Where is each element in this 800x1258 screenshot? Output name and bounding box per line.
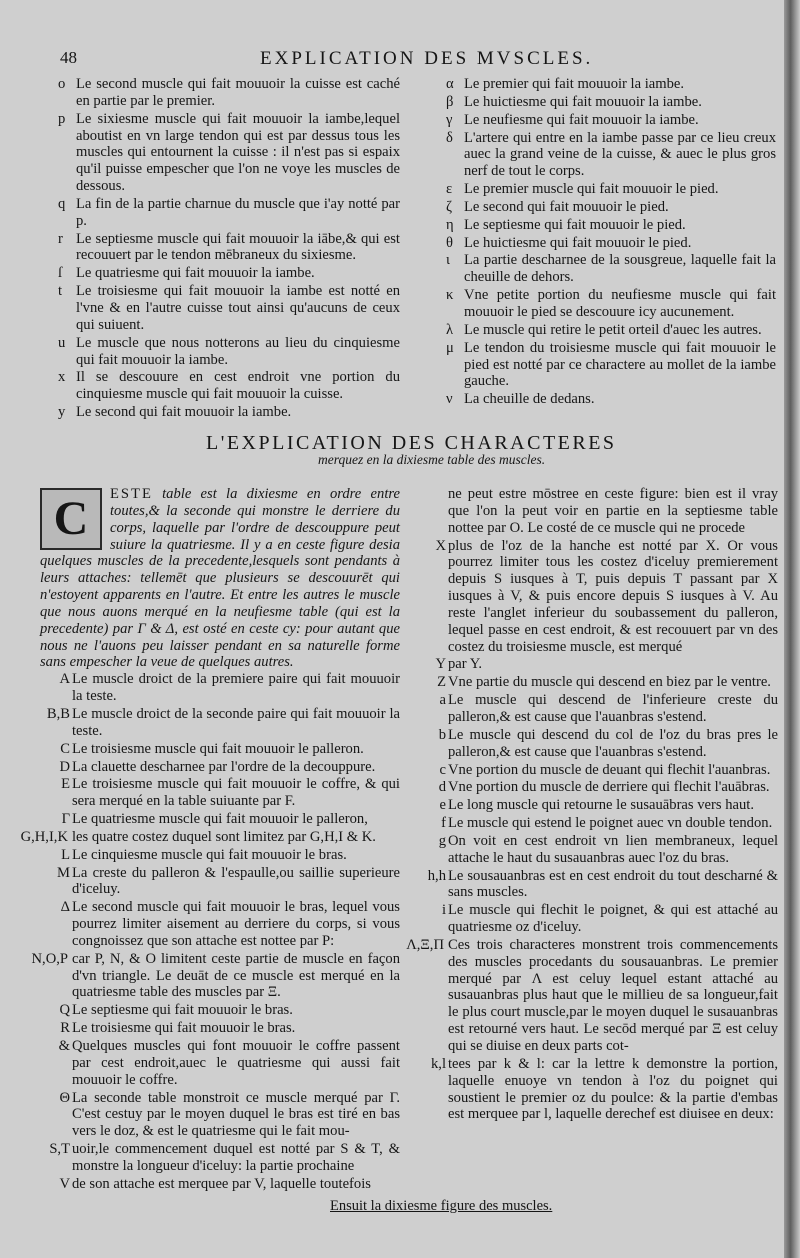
legend-text: Le muscle qui descend de l'inferieure creste du palleron,& est cause que l'auanbras s'estend.: [448, 692, 778, 725]
legend-entry: [416, 762, 778, 779]
legend-entry: [58, 283, 400, 334]
legend-entry: [416, 868, 778, 902]
legend-label: θ: [446, 234, 453, 251]
legend-entry: [40, 1090, 400, 1141]
legend-entry: [416, 1056, 778, 1123]
legend-entry: [40, 1002, 400, 1019]
section-subtitle: merquez en la dixiesme table des muscles.: [318, 452, 546, 467]
legend-text: uoir,le commencement duquel est notté par S & T, & monstre la longueur d'iceluy: la partie prochaine: [72, 1141, 400, 1174]
legend-text: Le sixiesme muscle qui fait mouuoir la iambe,lequel aboutist en vn large tendon qui est par dessus tous les muscles qui entournent la cuisse : il n'est pas si espaix qu'il puisse empescher que l'on ne voye les muscles de dessous.: [76, 110, 400, 195]
legend-label: t: [58, 283, 63, 300]
legend-entry: [58, 231, 400, 265]
legend-label: X: [435, 537, 446, 554]
legend-text: Ces trois characteres monstrent trois commencements des muscles procedants du sousauanbras. Le premier merqué par Λ est celuy lequel estant attaché au susauanbras plus haut que le millieu de sa longueur,fait le plus court muscle,par le moyen duquel le susauanbras est retourné vers haut. Le secōd merqué par Ξ est celuy qui se diuise en deux parts cot-: [448, 936, 778, 1054]
legend-label: E: [61, 776, 70, 793]
legend-label: V: [59, 1175, 70, 1192]
legend-text: Le muscle qui descend du col de l'oz du bras pres le palleron,& est cause que l'auanbras s'estend.: [448, 726, 778, 760]
page-edge: [784, 0, 800, 1258]
legend-entry: [40, 899, 400, 950]
legend-entry: [40, 1038, 400, 1089]
legend-text: La seconde table monstroit ce muscle merqué par Γ. C'est cestuy par le moyen duquel le bras est tiré en bas vers le doz, & est le quatriesme qui le fait mou-: [72, 1089, 400, 1140]
legend-label: γ: [446, 111, 453, 128]
legend-entry: [58, 196, 400, 230]
legend-label: ζ: [446, 198, 453, 215]
legend-text: Le sousauanbras est en cest endroit du tout descharné & sans muscles.: [448, 867, 778, 901]
legend-text: Le troisiesme muscle qui fait mouuoir le palleron.: [72, 740, 364, 757]
legend-text: Le troisiesme qui fait mouuoir la iambe est notté en l'vne & en l'autre cuisse tout ainsi qu'aucuns de ceux qui suiuent.: [76, 283, 400, 333]
legend-text: Le premier muscle qui fait mouuoir le pied.: [464, 181, 719, 198]
legend-entry: [446, 287, 776, 321]
legend-label: r: [58, 230, 63, 247]
legend-label: Θ: [59, 1089, 70, 1106]
legend-text: Le second qui fait mouuoir le pied.: [464, 198, 669, 215]
legend-text: Le tendon du troisiesme muscle qui fait mouuoir le pied est notté par ce charactere au mollet de la iambe gauche.: [464, 339, 776, 390]
legend-label: x: [58, 369, 66, 386]
legend-text: Le septiesme qui fait mouuoir le bras.: [72, 1002, 293, 1019]
legend-label: &: [58, 1038, 70, 1054]
legend-text: Le second muscle qui fait mouuoir le bras, lequel vous pourrez limiter aisement au derriere du corps, si vous congnoissez que son attache est nottee par P:: [72, 899, 400, 949]
lower-right-entries: [406, 537, 778, 1124]
legend-entry: [446, 112, 776, 129]
legend-text: Le muscle que nous notterons au lieu du cinquiesme qui fait mouuoir la iambe.: [76, 334, 400, 368]
legend-label: i: [441, 902, 446, 919]
legend-entry: [40, 1020, 400, 1037]
lower-left-column: [20, 486, 400, 1194]
legend-label: c: [439, 761, 446, 778]
legend-entry: [416, 727, 778, 761]
legend-text: Le troisiesme muscle qui fait mouuoir le coffre, & qui sera merqué en la table suiuante par F.: [72, 776, 400, 810]
legend-entry: [40, 847, 400, 864]
legend-label: B,B: [46, 705, 70, 722]
legend-label: Z: [437, 674, 446, 691]
legend-label: ſ: [58, 265, 63, 282]
legend-label: Δ: [60, 899, 70, 916]
legend-label: S,T: [49, 1141, 70, 1158]
legend-text: La fin de la partie charnue du muscle que i'ay notté par p.: [76, 195, 400, 229]
legend-entry: [416, 692, 778, 726]
legend-text: La creste du palleron & l'espaulle,ou saillie superieure d'iceluy.: [72, 864, 400, 898]
legend-label: Γ: [61, 811, 70, 828]
legend-entry: [58, 369, 400, 403]
legend-label: N,O,P: [31, 950, 68, 967]
legend-text: les quatre costez duquel sont limitez par G,H,I & K.: [72, 828, 376, 845]
legend-text: Le muscle droict de la premiere paire qui fait mouuoir la teste.: [72, 671, 400, 705]
legend-entry: [40, 671, 400, 705]
legend-text: Le long muscle qui retourne le susauābras vers haut.: [448, 797, 754, 814]
legend-entry: [58, 111, 400, 195]
legend-label: f: [441, 815, 446, 832]
legend-entry: [40, 1176, 400, 1193]
legend-label: D: [59, 758, 70, 775]
lower-left-entries: [20, 671, 400, 1192]
legend-label: ν: [446, 391, 453, 408]
page-header: [60, 48, 760, 70]
legend-label: λ: [446, 321, 454, 338]
legend-entry: [446, 322, 776, 339]
legend-label: q: [58, 195, 66, 212]
legend-text: Vne partie du muscle qui descend en biez par le ventre.: [448, 674, 771, 691]
legend-label: η: [446, 216, 454, 233]
legend-text: Le troisiesme qui fait mouuoir le bras.: [72, 1020, 296, 1037]
legend-text: tees par k & l: car la lettre k demonstre la portion, laquelle enuoye vn tendon à l'oz du poignet qui soustient le premier oz du poulce: & la partie d'embas est merquee par l, laquelle derechef est diuisee en deux:: [448, 1055, 778, 1123]
legend-entry: [446, 217, 776, 234]
legend-text: La partie descharnee de la sousgreue, laquelle fait la cheuille de dehors.: [464, 252, 776, 286]
catchline: Ensuit la dixiesme figure des muscles.: [330, 1198, 553, 1214]
legend-label: C: [60, 740, 70, 757]
intro-paragraph: [40, 486, 400, 671]
legend-text: par Y.: [448, 656, 483, 673]
legend-entry: [446, 130, 776, 181]
legend-label: p: [58, 110, 66, 127]
legend-text: plus de l'oz de la hanche est notté par X. Or vous pourrez limiter tous les costez d'iceluy premierement depuis S iusques à T, puis depuis T passant par X iusques à V, & puis encore depuis S iusques à V. Au reste l'anglet inferieur du soubassement du palleron, lequel passe en cest endroit, & est recouuert par vn des costez du troisiesme muscle, est merqué: [448, 537, 778, 655]
legend-entry: [446, 94, 776, 111]
legend-entry: [40, 811, 400, 828]
legend-entry: [406, 936, 778, 1055]
legend-text: Le huictiesme qui fait mouuoir la iambe.: [464, 93, 702, 110]
legend-text: Le neufiesme qui fait mouuoir la iambe.: [464, 111, 699, 128]
legend-text: de son attache est merquee par V, laquelle toutefois: [72, 1175, 371, 1192]
legend-label: α: [446, 76, 454, 92]
legend-entry: [416, 902, 778, 936]
legend-entry: [58, 76, 400, 110]
legend-text: Le septiesme muscle qui fait mouuoir la iābe,& qui est recouuert par le tendon mēbraneux du sixiesme.: [76, 230, 400, 264]
legend-label: y: [58, 404, 66, 421]
legend-label: G,H,I,K: [20, 828, 68, 845]
legend-text: Quelques muscles qui font mouuoir le coffre passent par cest endroit,auec le quatriesme qui aussi fait mouuoir le coffre.: [72, 1038, 400, 1088]
legend-label: ε: [446, 181, 453, 198]
legend-text: Vne portion du muscle de derriere qui flechit l'auābras.: [448, 779, 770, 796]
legend-label: L: [61, 846, 70, 863]
legend-entry: [40, 706, 400, 740]
legend-text: Vne petite portion du neufiesme muscle qui fait mouuoir le pied se descouure icy aucunement.: [464, 287, 776, 320]
legend-text: Le second qui fait mouuoir la iambe.: [76, 404, 292, 421]
legend-label: β: [446, 93, 454, 110]
legend-label: Q: [59, 1002, 70, 1019]
legend-entry: [20, 828, 400, 846]
upper-right-column: [446, 76, 776, 409]
legend-entry: [446, 76, 776, 93]
legend-text: On voit en cest endroit vn lien membraneux, lequel attache le haut du susauanbras auec l'oz du bras.: [448, 832, 778, 866]
legend-entry: [446, 235, 776, 252]
legend-text: Vne portion du muscle de deuant qui flechit l'auanbras.: [448, 761, 771, 778]
legend-text: L'artere qui entre en la iambe passe par ce lieu creux auec la grand veine de la cuisse, & auec le plus gros nerf de tout le corps.: [464, 129, 776, 180]
legend-entry: [446, 340, 776, 391]
upper-left-column: [58, 76, 400, 422]
running-head: EXPLICATION DES MVSCLES.: [260, 48, 594, 69]
legend-text: Le septiesme qui fait mouuoir le pied.: [464, 216, 686, 233]
legend-label: a: [439, 692, 446, 709]
legend-label: M: [57, 864, 70, 881]
legend-label: Y: [435, 656, 446, 673]
decorated-initial: C: [40, 488, 102, 550]
legend-label: δ: [446, 129, 453, 146]
legend-label: u: [58, 334, 66, 351]
legend-text: Le cinquiesme muscle qui fait mouuoir le bras.: [72, 846, 347, 863]
legend-entry: [40, 1141, 400, 1175]
legend-text: La clauette descharnee par l'ordre de la decouppure.: [72, 758, 376, 775]
legend-label: g: [438, 832, 446, 849]
legend-entry: [40, 759, 400, 776]
legend-entry: [416, 779, 778, 796]
legend-text: Le second muscle qui fait mouuoir la cuisse est caché en partie par le premier.: [76, 76, 400, 109]
legend-entry: [40, 741, 400, 758]
legend-label: b: [438, 726, 446, 743]
legend-label: ι: [446, 252, 450, 269]
legend-text: Le muscle droict de la seconde paire qui fait mouuoir la teste.: [72, 705, 400, 739]
legend-text: Le quatriesme qui fait mouuoir la iambe.: [76, 265, 315, 282]
legend-label: A: [59, 671, 70, 688]
lower-right-column: [406, 486, 778, 1124]
legend-text: Le muscle qui retire le petit orteil d'auec les autres.: [464, 321, 762, 338]
legend-entry: [446, 199, 776, 216]
legend-entry: [40, 776, 400, 810]
legend-entry: [416, 797, 778, 814]
legend-label: Λ,Ξ,Π: [406, 936, 444, 953]
legend-entry: [416, 538, 778, 656]
section-title: L'EXPLICATION DES CHARACTERES: [206, 432, 617, 454]
legend-entry: [31, 950, 400, 1002]
continuation-text: ne peut estre mōstree en ceste figure: bien est il vray que l'on la peut voir en partie en la septiesme table nottee par O. Le costé de ce muscle qui ne procede: [448, 486, 778, 536]
legend-entry: [416, 833, 778, 867]
legend-label: d: [438, 779, 446, 796]
legend-label: o: [58, 76, 66, 92]
legend-entry: [58, 404, 400, 421]
legend-text: car P, N, & O limitent ceste partie de muscle en façon d'vn triangle. Le deuāt de ce muscle est merqué en la quatriesme table des muscles par Ξ.: [72, 950, 400, 1001]
legend-entry: [58, 265, 400, 282]
legend-label: κ: [446, 287, 454, 304]
legend-entry: [446, 391, 776, 408]
legend-entry: [416, 815, 778, 832]
legend-entry: [416, 656, 778, 673]
legend-entry: [446, 252, 776, 286]
legend-entry: [446, 181, 776, 198]
intro-text: table est la dixiesme en ordre entre toutes,& la seconde qui monstre le derriere du corps, laquelle par l'ordre de descouppure peut suiure la quatriesme. Il y a en ceste figure desia quelques muscles de la precedente,lesquels sont pendants à leurs attaches: tellemēt que plusieurs se descouurēt qui n'estoyent apparents en l'autre. Et entre les autres le muscle que nous auons merqué en la neufiesme table (qui est la precedente) par Γ & Δ, est osté en ceste cy: pour autant que nous ne l'auons peu laisser pendant en sa naturelle forme sans empescher la veue de quelques autres.: [40, 486, 400, 671]
intro-lead-word: ESTE: [110, 486, 153, 502]
legend-label: e: [439, 797, 446, 814]
legend-text: Le quatriesme muscle qui fait mouuoir le palleron,: [72, 811, 368, 828]
legend-text: Le premier qui fait mouuoir la iambe.: [464, 76, 685, 92]
legend-label: R: [60, 1020, 70, 1037]
legend-label: k,l: [431, 1055, 446, 1072]
legend-label: h,h: [427, 867, 446, 884]
legend-entry: [416, 674, 778, 691]
legend-text: Le muscle qui estend le poignet auec vn double tendon.: [448, 815, 773, 832]
page-number: 48: [60, 48, 77, 67]
legend-label: μ: [446, 339, 454, 356]
legend-text: La cheuille de dedans.: [464, 391, 595, 408]
legend-text: Le muscle qui flechit le poignet, & qui est attaché au quatriesme oz d'iceluy.: [448, 902, 778, 936]
legend-text: Il se descouure en cest endroit vne portion du cinquiesme muscle qui fait mouuoir la cuisse.: [76, 369, 400, 403]
legend-entry: [40, 865, 400, 899]
legend-text: Le huictiesme qui fait mouuoir le pied.: [464, 234, 692, 251]
legend-entry: [58, 335, 400, 369]
